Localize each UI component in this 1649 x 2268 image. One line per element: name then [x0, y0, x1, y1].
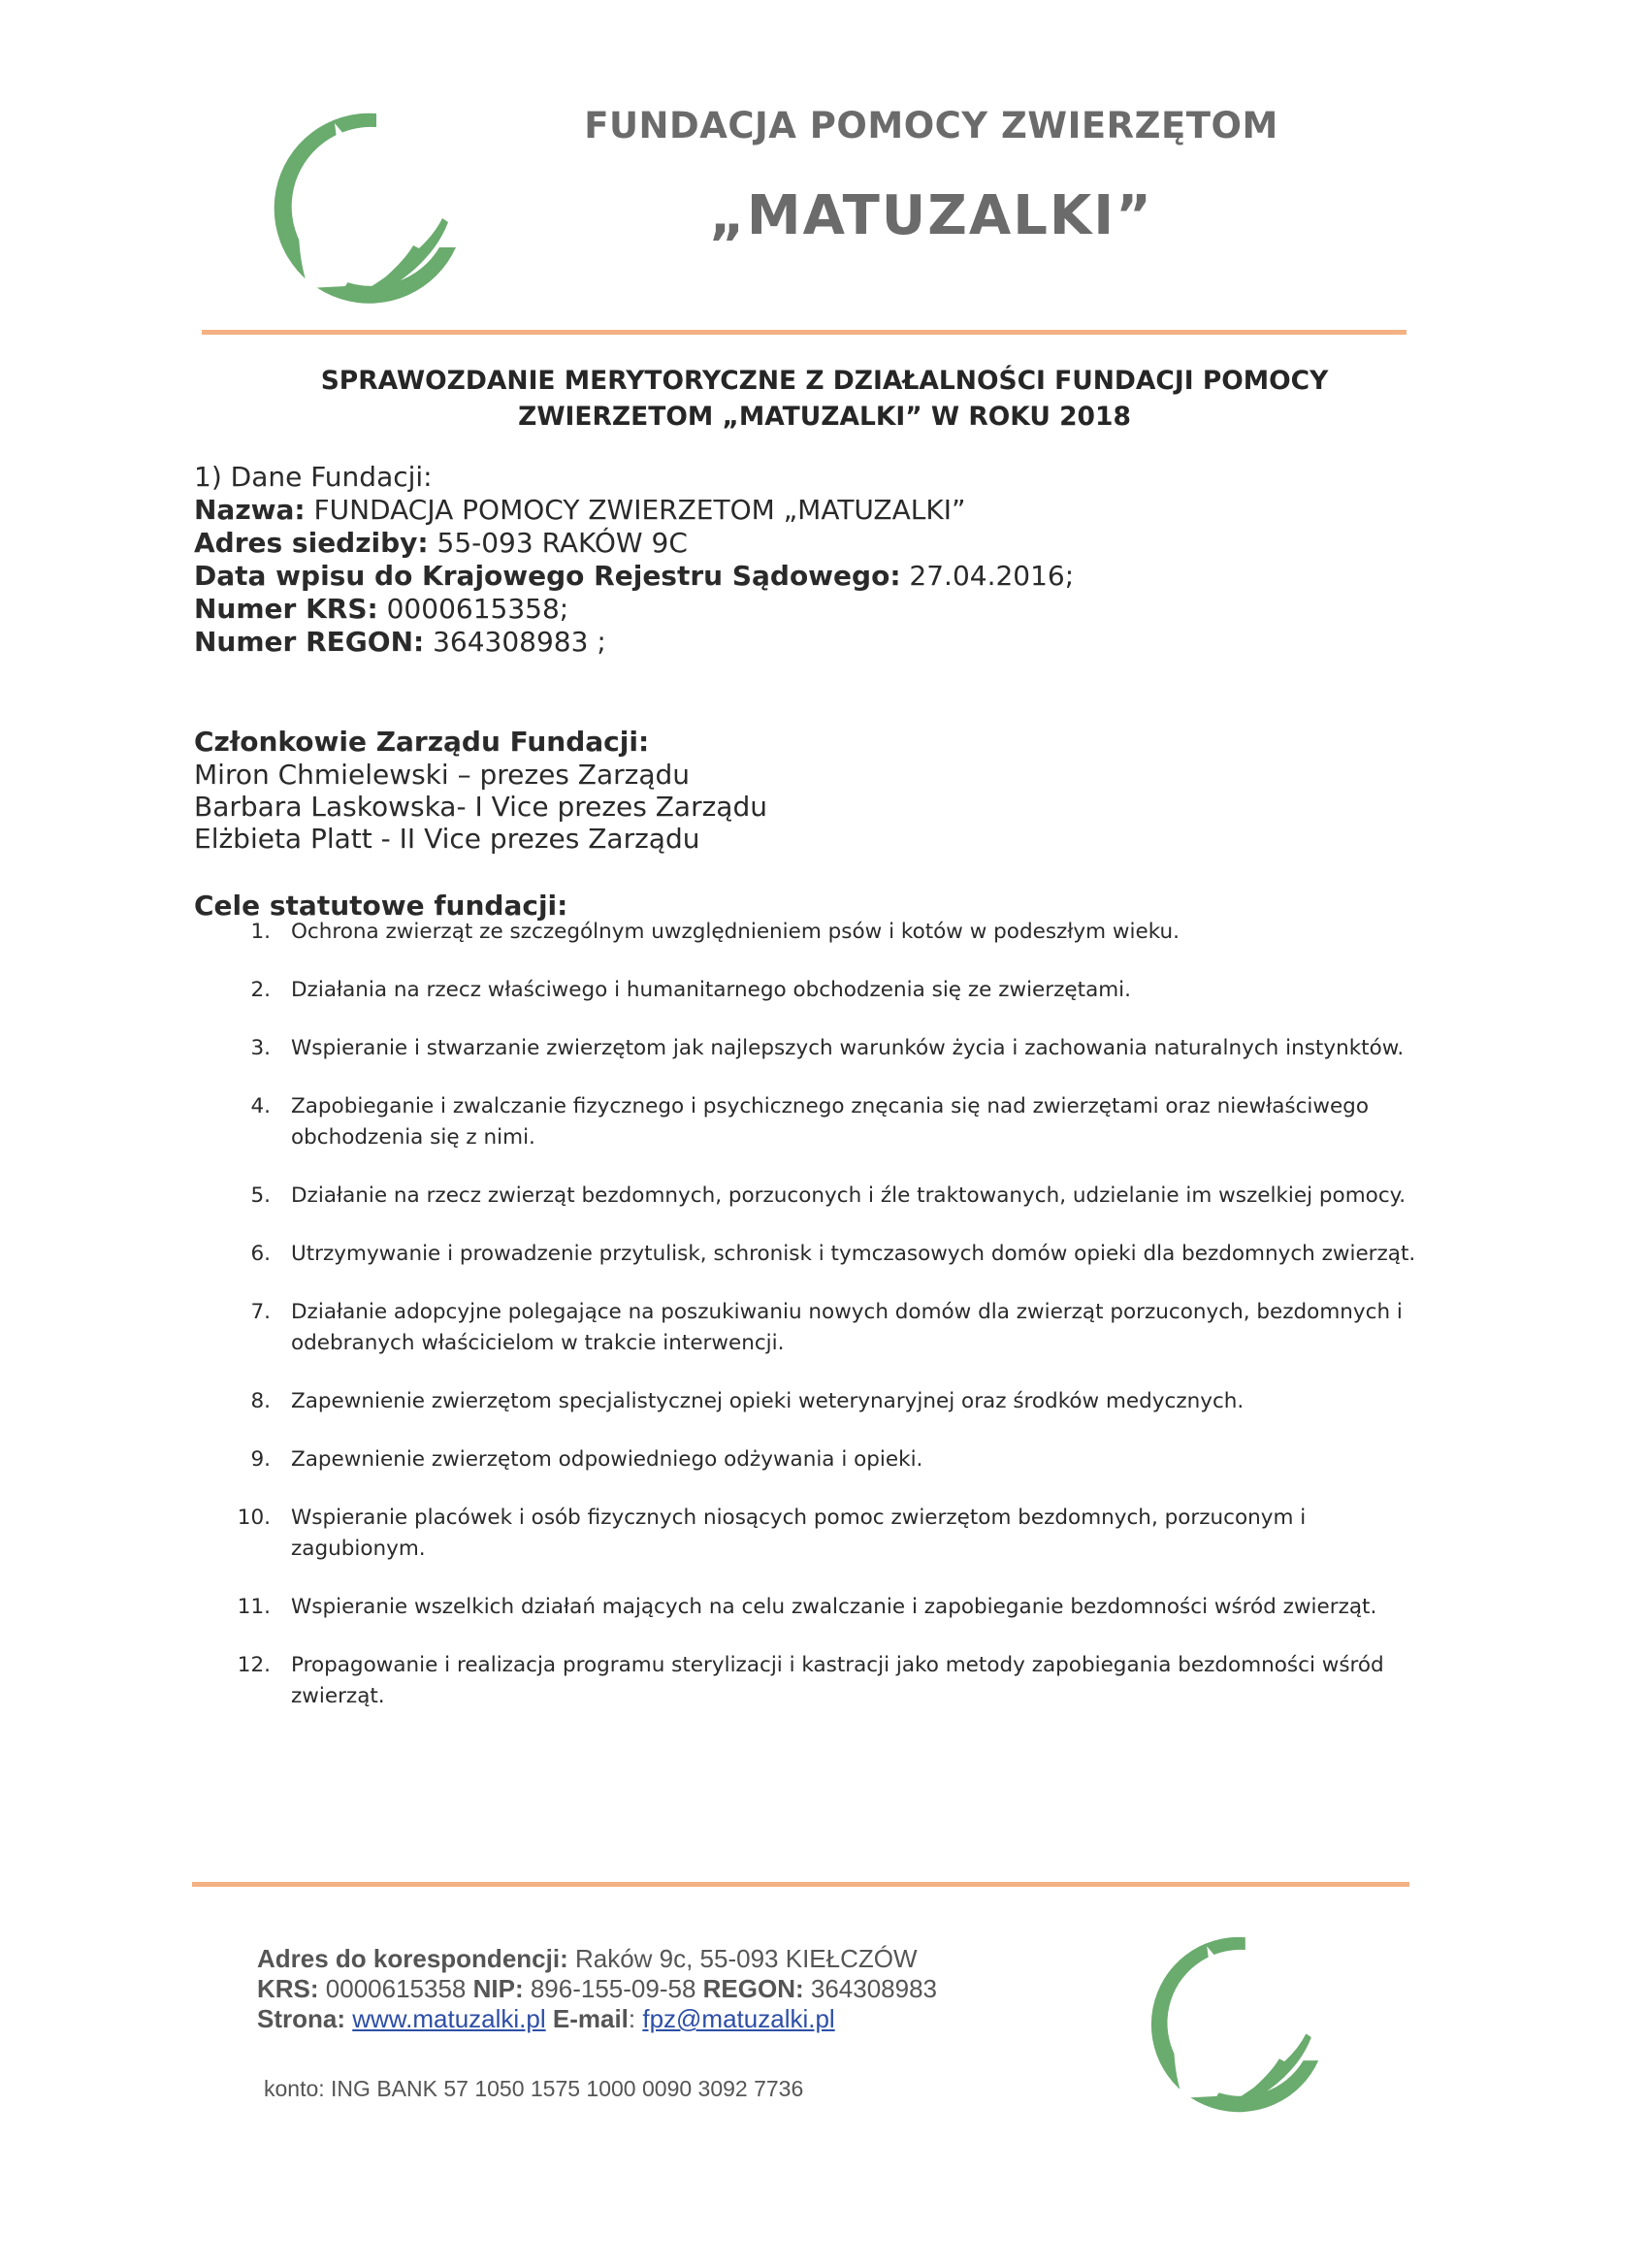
foundation-data-label: 1) Dane Fundacji: [194, 461, 433, 493]
board-member: Barbara Laskowska- I Vice prezes Zarządu [194, 791, 767, 823]
goal-item: 4. Zapobieganie i zwalczanie fizycznego i psychicznego znęcania się nad zwierzętami oraz niewłaściwego obchodzenia się z nimi. [250, 1094, 1369, 1150]
board-heading: Członkowie Zarządu Fundacji: [194, 726, 650, 758]
regon-number-row: Numer REGON: 364308983 ; [194, 626, 606, 658]
correspondence-address: Adres do korespondencji: Raków 9c, 55-093 KIEŁCZÓW [257, 1944, 918, 1973]
foundation-address-row: Adres siedziby: 55-093 RAKÓW 9C [194, 527, 688, 559]
goal-item: 7. Działanie adopcyjne polegające na poszukiwaniu nowych domów dla zwierząt porzuconych, bezdomnych i odebranych właścicielom w trakcie interwencji. [250, 1300, 1403, 1355]
report-title-line2: ZWIERZETOM „MATUZALKI” W ROKU 2018 [518, 402, 1131, 432]
goal-item: 6. Utrzymywanie i prowadzenie przytulisk, schronisk i tymczasowych domów opieki dla bezdomnych zwierząt. [250, 1242, 1416, 1266]
krs-registration-date-row: Data wpisu do Krajowego Rejestru Sądowego: 27.04.2016; [194, 560, 1075, 592]
organization-brand: „MATUZALKI” [709, 184, 1153, 247]
board-member: Miron Chmielewski – prezes Zarządu [194, 759, 691, 791]
footer-divider [192, 1882, 1409, 1887]
goal-item: 8. Zapewnienie zwierzętom specjalistycznej opieki weterynaryjnej oraz środków medycznych. [250, 1389, 1245, 1413]
goal-item: 5. Działanie na rzecz zwierząt bezdomnych, porzuconych i źle traktowanych, udzielanie im wszelkiej pomocy. [250, 1183, 1406, 1208]
organization-name: FUNDACJA POMOCY ZWIERZĘTOM [584, 105, 1278, 146]
goals-heading: Cele statutowe fundacji: [194, 890, 568, 922]
report-title [194, 363, 1455, 435]
bank-account: konto: ING BANK 57 1050 1575 1000 0090 3092 7736 [264, 2076, 804, 2101]
foundation-logo-icon [1120, 1926, 1343, 2120]
goal-item: 3. Wspieranie i stwarzanie zwierzętom jak najlepszych warunków życia i zachowania naturalnych instynktów. [250, 1036, 1405, 1060]
header-divider [202, 330, 1406, 335]
krs-number-row: Numer KRS: 0000615358; [194, 593, 569, 625]
email-link[interactable]: fpz@matuzalki.pl [642, 2004, 835, 2033]
goals-list [236, 917, 1429, 1712]
foundation-logo-icon [241, 102, 483, 310]
report-title-line1: SPRAWOZDANIE MERYTORYCZNE Z DZIAŁALNOŚCI FUNDACJI POMOCY [320, 366, 1329, 396]
board-member: Elżbieta Platt - II Vice prezes Zarządu [194, 823, 700, 855]
goal-item: 11. Wspieranie wszelkich działań mających na celu zwalczanie i zapobieganie bezdomności wśród zwierząt. [237, 1595, 1377, 1619]
goal-item: 1. Ochrona zwierząt ze szczególnym uwzględnieniem psów i kotów w podeszłym wieku. [250, 920, 1180, 944]
goal-item: 2. Działania na rzecz właściwego i humanitarnego obchodzenia się ze zwierzętami. [250, 978, 1131, 1002]
goal-item: 12. Propagowanie i realizacja programu sterylizacji i kastracji jako metody zapobiegania bezdomności wśród zwierząt. [237, 1653, 1384, 1708]
contact-links: Strona: www.matuzalki.pl E-mail: fpz@matuzalki.pl [257, 2004, 835, 2033]
registration-numbers: KRS: 0000615358 NIP: 896-155-09-58 REGON: 364308983 [257, 1974, 938, 2003]
website-link[interactable]: www.matuzalki.pl [352, 2004, 546, 2033]
foundation-name-row: Nazwa: FUNDACJA POMOCY ZWIERZETOM „MATUZALKI” [194, 494, 966, 526]
goal-item: 9. Zapewnienie zwierzętom odpowiedniego odżywania i opieki. [250, 1447, 923, 1472]
goal-item: 10. Wspieranie placówek i osób fizycznych niosących pomoc zwierzętom bezdomnych, porzuconym i zagubionym. [237, 1506, 1307, 1561]
